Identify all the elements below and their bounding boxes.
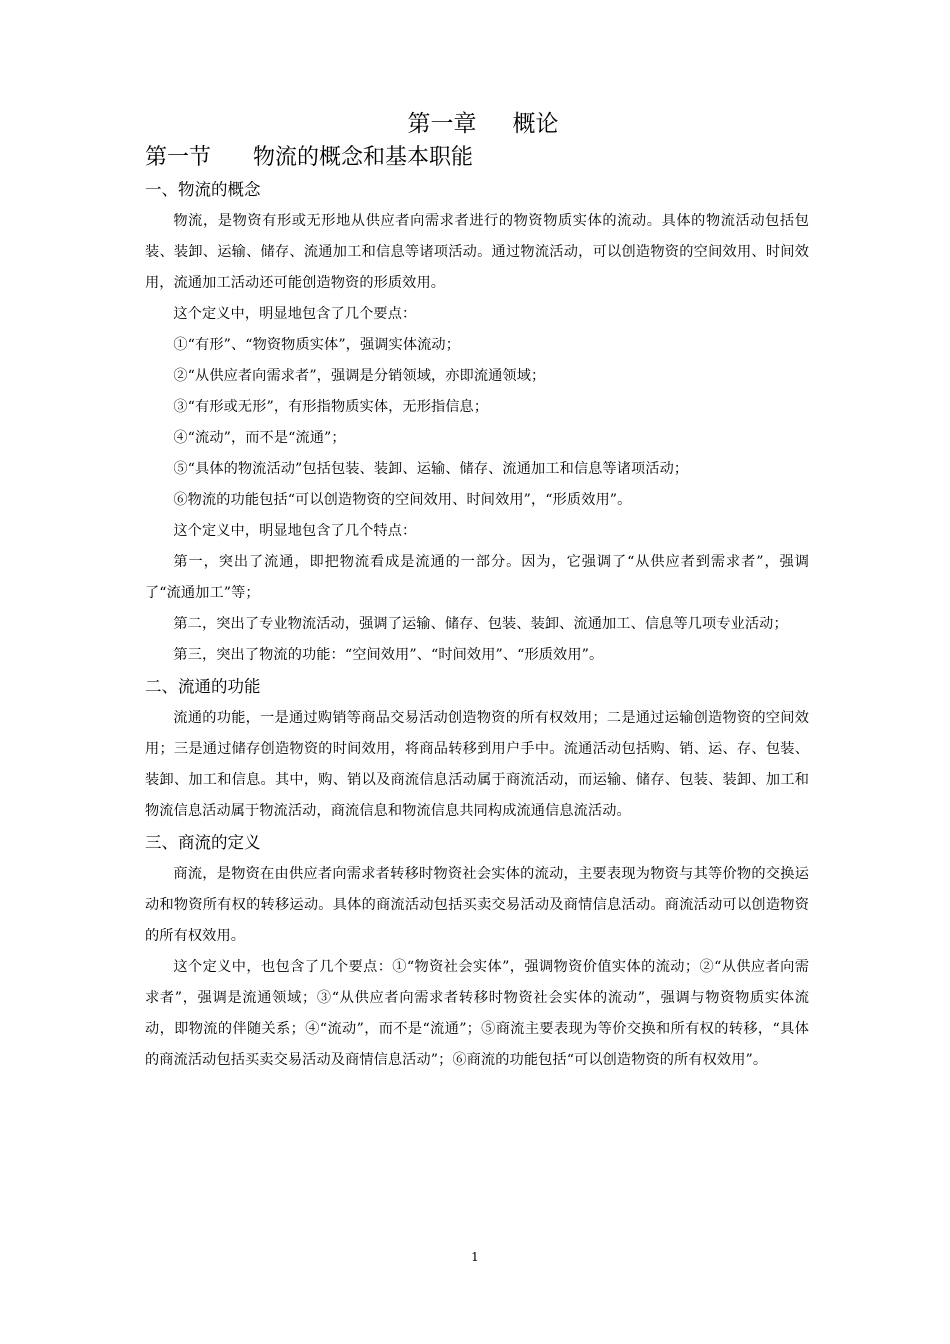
page-content <box>145 106 809 1076</box>
paragraph: 第一，突出了流通，即把物流看成是流通的一部分。因为，它强调了“从供应者到需求者”，强调了“流通加工”等； <box>145 554 809 601</box>
page-number: 1 <box>471 1250 479 1264</box>
list-item: ⑥物流的功能包括“可以创造物资的空间效用、时间效用”，“形质效用”。 <box>173 492 632 508</box>
chapter-title <box>145 106 809 142</box>
list-item: ①“有形”、“物资物质实体”，强调实体流动； <box>173 337 460 353</box>
list-item: ③“有形或无形”，有形指物质实体，无形指信息； <box>173 399 489 415</box>
section-name: 物流的概念和基本职能 <box>253 145 474 170</box>
section-label: 第一节 <box>145 145 212 170</box>
paragraph: 第三，突出了物流的功能：“空间效用”、“时间效用”、“形质效用”。 <box>173 647 604 663</box>
list-item: ④“流动”，而不是“流通”； <box>173 430 346 446</box>
subsection-title: 三、商流的定义 <box>145 833 261 852</box>
subsection-title: 一、物流的概念 <box>145 180 261 199</box>
paragraph: 流通的功能，一是通过购销等商品交易活动创造物资的所有权效用；二是通过运输创造物资的空间效用；三是通过储存创造物资的时间效用，将商品转移到用户手中。流通活动包括购、销、运、存、包装、装卸、加工和信息。其中，购、销以及商流信息活动属于商流活动，而运输、储存、包装、装卸、加工和物流信息活动属于物流活动，商流信息和物流信息共同构成流通信息流活动。 <box>145 710 809 819</box>
list-item: ⑤“具体的物流活动”包括包装、装卸、运输、储存、流通加工和信息等诸项活动； <box>173 461 689 477</box>
paragraph: 商流，是物资在由供应者向需求者转移时物资社会实体的流动，主要表现为物资与其等价物的交换运动和物资所有权的转移运动。具体的商流活动包括买卖交易活动及商情信息活动。商流活动可以创造物资的所有权效用。 <box>145 866 809 944</box>
paragraph: 这个定义中，也包含了几个要点：①“物资社会实体”，强调物资价值实体的流动；②“从供应者向需求者”，强调是流通领域；③“从供应者向需求者转移时物资社会实体的流动”，强调与物资物质实体流动，即物流的伴随关系；④“流动”，而不是“流通”；⑤商流主要表现为等价交换和所有权的转移，“具体的商流活动包括买卖交易活动及商情信息活动”；⑥商流的功能包括“可以创造物资的所有权效用”。 <box>145 959 809 1068</box>
paragraph: 这个定义中，明显地包含了几个要点： <box>173 306 417 322</box>
section-title <box>145 142 809 174</box>
paragraph: 这个定义中，明显地包含了几个特点： <box>173 523 417 539</box>
chapter-name: 概论 <box>512 111 559 137</box>
subsection-title: 二、流通的功能 <box>145 677 261 696</box>
paragraph: 第二，突出了专业物流活动，强调了运输、储存、包装、装卸、流通加工、信息等几项专业活动； <box>173 616 788 632</box>
list-item: ②“从供应者向需求者”，强调是分销领域，亦即流通领域； <box>173 368 546 384</box>
paragraph: 物流，是物资有形或无形地从供应者向需求者进行的物资物质实体的流动。具体的物流活动包括包装、装卸、运输、储存、流通加工和信息等诸项活动。通过物流活动，可以创造物资的空间效用、时间效用，流通加工活动还可能创造物资的形质效用。 <box>145 213 809 291</box>
chapter-label: 第一章 <box>407 111 477 137</box>
